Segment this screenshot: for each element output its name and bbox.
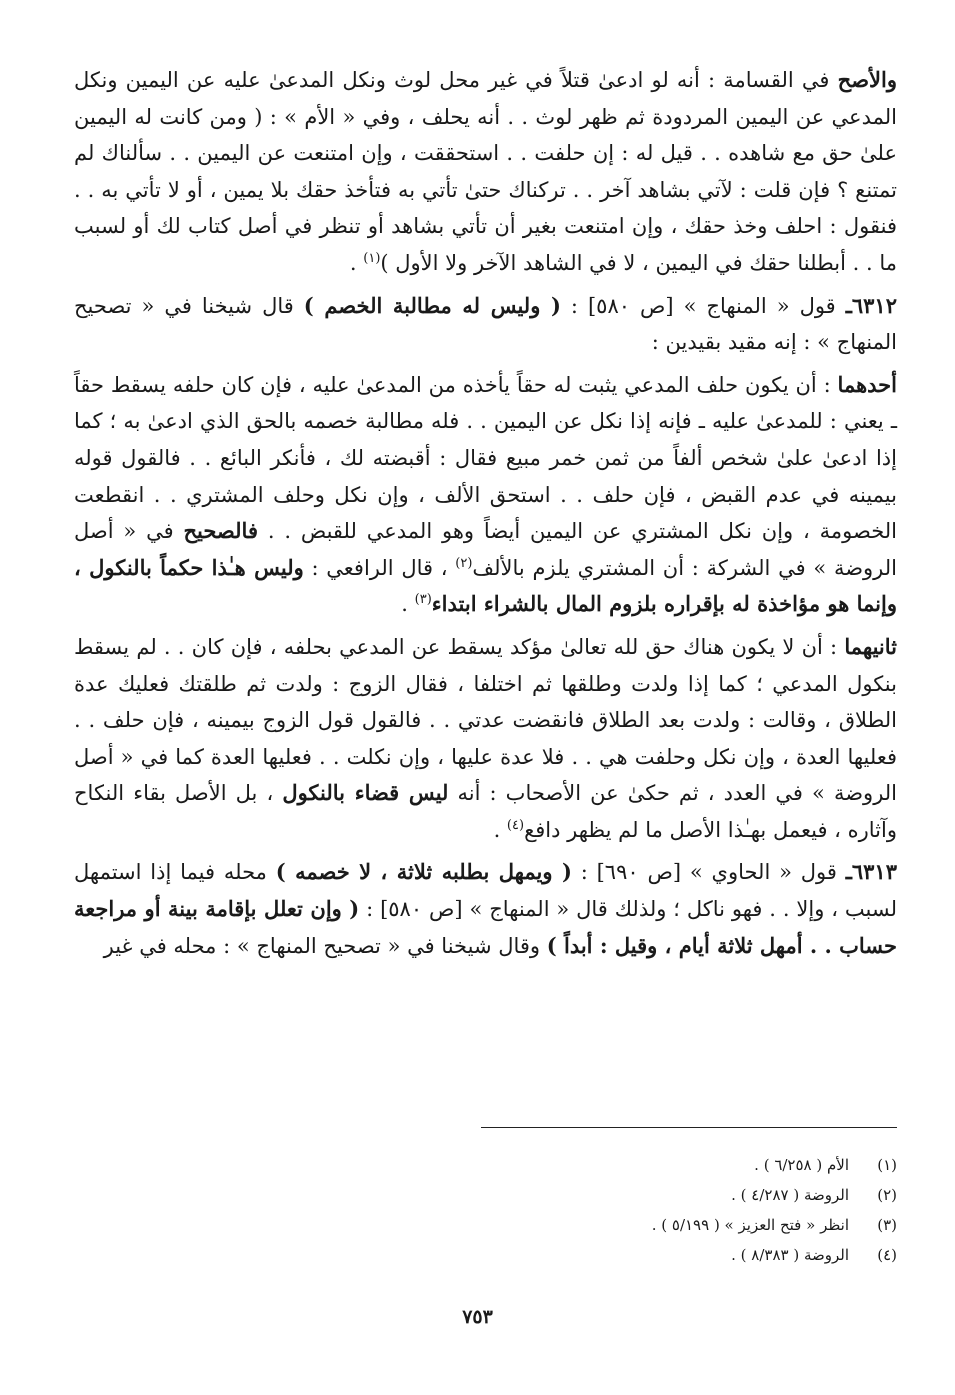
text-segment: قول « الحاوي » [ص ٦٩٠] : [571, 860, 846, 885]
paragraph [74, 62, 897, 282]
bold-text: والأصح [837, 67, 897, 92]
text-segment: في القسامة : أنه لو ادعىٰ قتلاً في غير محل لوث ونكل المدعىٰ عليه عن اليمين ونكل المدعي عن اليمين المردودة ثم ظهر لوث . . أنه يحلف ، وفي « الأم » : ( ومن كانت له اليمين علىٰ حق مع شاهده . . قيل له : إن حلفت . . استحققت ، وإن امتنعت عن اليمين . . سألناك لم تمتنع ؟ فإن قلت : لآتي بشاهد آخر . . تركناك حتىٰ تأتي به فتأخذ حقك بلا يمين ، أو لا تأتي به . . فنقول : احلف وخذ حقك ، وإن امتنعت بغير أن تأتي بشاهد أو تنظر في أصل كتاب لك أو لسبب ما . . أبطلنا حقك في اليمين ، لا في الشاهد الآخر ولا الأول ) [74, 68, 897, 275]
footnote-number: (١) [877, 1156, 897, 1174]
bold-text: ٦٣١٣ـ [845, 859, 897, 885]
footnote-number: (٣) [877, 1216, 897, 1234]
footnotes [397, 1150, 897, 1270]
footnote-number: (٢) [877, 1186, 897, 1204]
bold-text: ( وإن تعلل بإقامة بينة أو مراجعة حساب . . أمهل ثلاثة أيام ، وقيل : أبداً ) [74, 896, 897, 958]
footnote-text: الروضة ( ٤/٢٨٧ ) . [731, 1186, 849, 1204]
footnote [397, 1240, 897, 1270]
page-number: ٧٥٣ [462, 1306, 493, 1328]
footnote-text: انظر « فتح العزيز » ( ٥/١٩٩ ) . [651, 1216, 849, 1234]
text-segment: وقال شيخنا في « تصحيح المنهاج » : محله في غير [103, 933, 547, 958]
footnote-ref: (٤) [506, 817, 525, 833]
text-segment: ، بل الأصل بقاء النكاح وآثاره ، فيعمل بهـٰذا الأصل ما لم يظهر دافع [74, 781, 897, 842]
bold-text: ( وليس له مطالبة الخصم ) [303, 292, 561, 318]
text-segment: في « أصل الروضة » في الشركة : أن المشتري يلزم بالألف [74, 519, 897, 580]
text-segment: ، قال الرافعي : [303, 555, 456, 580]
footnote-text: الأم ( ٦/٢٥٨ ) . [754, 1156, 849, 1174]
footnote-ref: (١) [363, 250, 381, 266]
bold-text: وليس هـٰذا حكماً بالنكول ، وإنما هو مؤاخذة له بإقراره بلزوم المال بالشراء ابتداء [74, 554, 897, 617]
footnote-separator [481, 1127, 897, 1128]
bold-text: أحدهما [837, 371, 897, 397]
bold-text: ليس قضاء بالنكول [282, 780, 449, 806]
footnote [397, 1150, 897, 1180]
paragraph [74, 629, 897, 849]
text-segment: : أن يكون حلف المدعي يثبت له حقاً يأخذه من المدعىٰ عليه ، فإن كان حلفه يسقط حقاً ـ يعني : للمدعىٰ عليه ـ فإنه إذا نكل عن اليمين . . فله مطالبة خصمه بالحق الذي ادعىٰ به ؛ كما إذا ادعىٰ علىٰ شخص ألفاً من ثمن خمر مبيع فقال : أقبضته لك ، فأنكر البائع . . فالقول قوله بيمينه في عدم القبض ، فإن حلف . . استحق الألف ، وإن نكل وحلف المشتري . . انقطعت الخصومة ، وإن نكل المشتري عن اليمين أيضاً وهو المدعي للقبض . . [74, 372, 897, 544]
text-segment: . [349, 250, 364, 275]
footnote [397, 1210, 897, 1240]
footnote-text: الروضة ( ٨/٣٨٣ ) . [731, 1246, 849, 1264]
paragraph [74, 854, 897, 964]
text-segment: قول « المنهاج » [ص ٥٨٠] : [560, 293, 846, 318]
footnote-number: (٤) [877, 1246, 897, 1264]
text-segment: . [493, 817, 507, 842]
bold-text: ٦٣١٢ـ [845, 292, 897, 318]
text-segment: : أن لا يكون هناك حق لله تعالىٰ مؤكد يسقط عن المدعي بحلفه ، فإن كان . . لم يسقط بنكول المدعي ؛ كما إذا ولدت وطلقها ثم اختلفا ، فقال الزوج : ولدت ثم طلقتك فعليك عدة الطلاق ، وقالت : ولدت بعد الطلاق فانقضت عدتي . . فالقول قول الزوج بيمينه ، فإن حلف . . فعليها العدة ، وإن نكل وحلفت هي . . فلا عدة عليها ، وإن نكلت . . فعليها العدة كما في « أصل الروضة » في العدد ، ثم حكىٰ عن الأصحاب : أنه [74, 634, 898, 806]
footnote-ref: (٢) [455, 555, 473, 571]
footnote [397, 1180, 897, 1210]
text-segment: . [401, 592, 415, 617]
main-text [74, 62, 897, 964]
paragraph [74, 367, 897, 623]
paragraph [74, 288, 897, 361]
bold-text: ثانيهما [844, 633, 897, 659]
bold-text: فالصحيح [183, 518, 258, 544]
text-segment: محله فيما إذا استمهل لسبب ، وإلا . . فهو ناكل ؛ ولذلك قال « المنهاج » [ص ٥٨٠] : [74, 860, 897, 922]
bold-text: ( ويمهل بطلبه ثلاثة ، لا خصمه ) [275, 859, 572, 885]
text-segment: قال شيخنا في « تصحيح المنهاج » : إنه مقيد بقيدين : [74, 293, 897, 355]
footnote-ref: (٣) [414, 592, 432, 608]
